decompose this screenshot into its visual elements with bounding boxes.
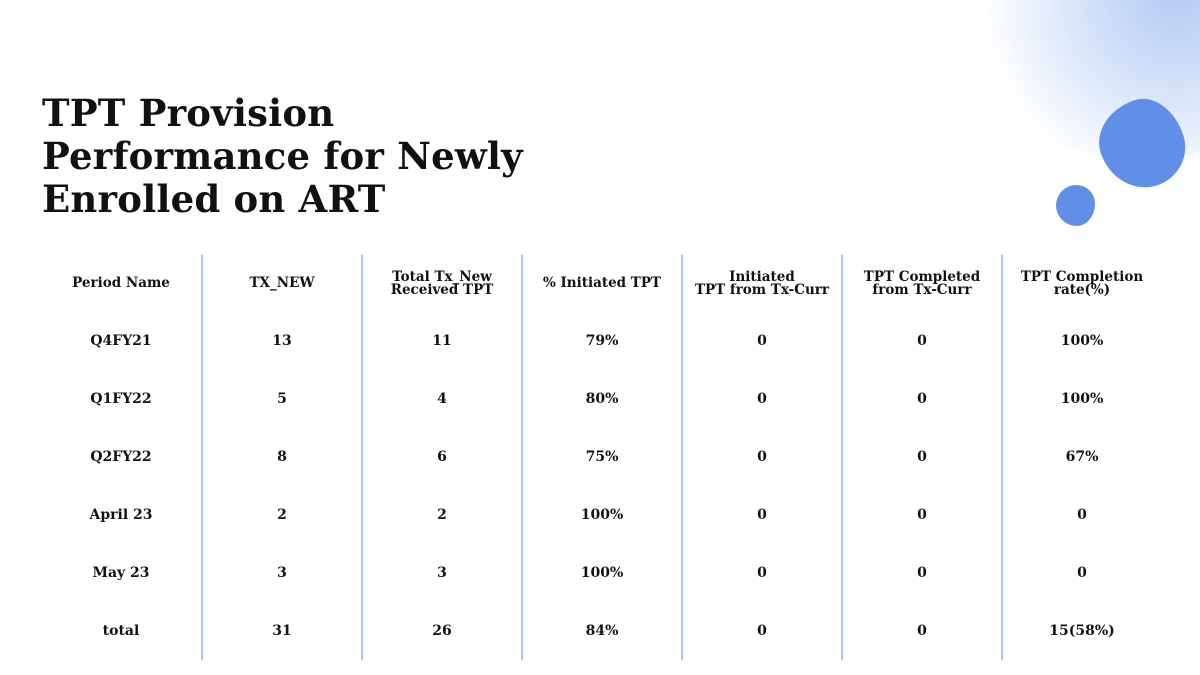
table-cell: 3 <box>361 544 521 602</box>
table-cell: 0 <box>841 370 1001 428</box>
table-cell: 0 <box>681 486 841 544</box>
table-cell: 75% <box>521 428 681 486</box>
table-cell: 79% <box>521 312 681 370</box>
row-label-cell: April 23 <box>89 507 153 523</box>
slide-title: TPT Provision Performance for Newly Enrolled on ART <box>42 91 523 221</box>
row-label-cell: Q4FY21 <box>90 333 152 349</box>
column-header: % Initiated TPT <box>521 255 681 312</box>
column-header: TPT Completed from Tx-Curr <box>841 255 1001 312</box>
table-cell: 100% <box>1001 370 1161 428</box>
table-cell: 84% <box>521 602 681 660</box>
table-cell: 0 <box>681 312 841 370</box>
table-cell: 0 <box>1001 544 1161 602</box>
table-cell: 2 <box>201 486 361 544</box>
table-cell: 31 <box>201 602 361 660</box>
table-cell: 4 <box>361 370 521 428</box>
tpt-performance-table <box>41 255 1161 662</box>
column-header: TX_NEW <box>201 255 361 312</box>
column-header: Period Name <box>72 275 170 291</box>
table-cell: 0 <box>841 602 1001 660</box>
table-cell: 0 <box>1001 486 1161 544</box>
table-cell: 100% <box>1001 312 1161 370</box>
table-cell: 0 <box>841 486 1001 544</box>
table-cell: 6 <box>361 428 521 486</box>
table-cell: 0 <box>841 428 1001 486</box>
table-cell: 8 <box>201 428 361 486</box>
row-label-cell: total <box>102 623 140 639</box>
row-label-cell: Q1FY22 <box>90 391 152 407</box>
row-label-cell: Q2FY22 <box>90 449 152 465</box>
table-cell: 26 <box>361 602 521 660</box>
row-label-cell: May 23 <box>92 565 150 581</box>
table-cell: 100% <box>521 544 681 602</box>
table-cell: 0 <box>681 544 841 602</box>
table-cell: 2 <box>361 486 521 544</box>
table-cell: 100% <box>521 486 681 544</box>
column-header: Total Tx_New Received TPT <box>361 255 521 312</box>
table-cell: 0 <box>681 370 841 428</box>
table-cell: 5 <box>201 370 361 428</box>
table-cell: 13 <box>201 312 361 370</box>
table-cell: 80% <box>521 370 681 428</box>
table-cell: 0 <box>841 544 1001 602</box>
table-cell: 11 <box>361 312 521 370</box>
table-cell: 0 <box>841 312 1001 370</box>
table-cell: 15(58%) <box>1001 602 1161 660</box>
column-header: TPT Completion rate(%) <box>1001 255 1161 312</box>
decorative-blob-small <box>1056 185 1095 226</box>
column-header: Initiated TPT from Tx-Curr <box>681 255 841 312</box>
table-cell: 0 <box>681 602 841 660</box>
table-cell: 3 <box>201 544 361 602</box>
table-cell: 67% <box>1001 428 1161 486</box>
table-cell: 0 <box>681 428 841 486</box>
